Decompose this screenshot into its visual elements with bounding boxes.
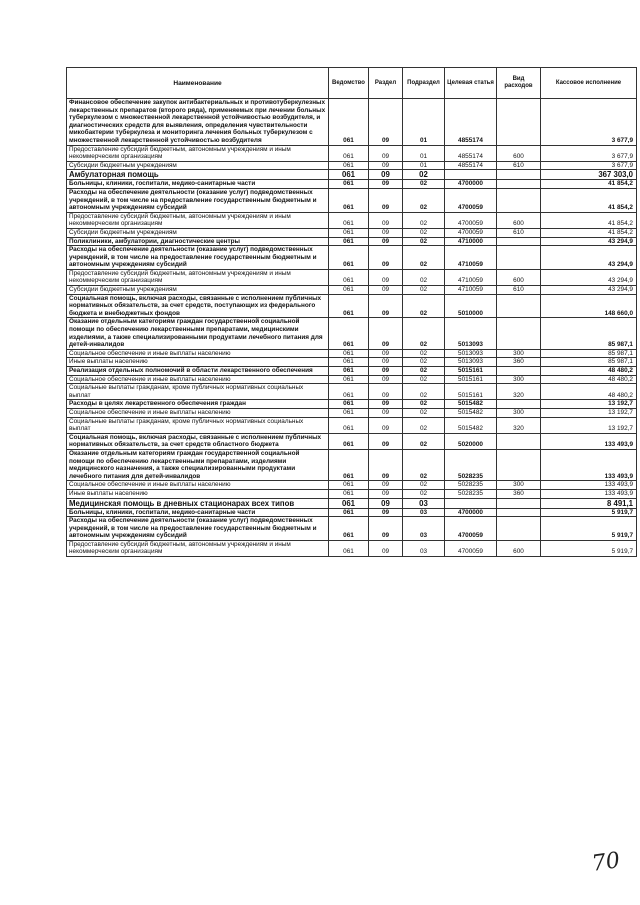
row-target-cell: 4700059 bbox=[445, 212, 497, 228]
table-row bbox=[67, 180, 637, 189]
row-cash-cell: 133 493,9 bbox=[541, 433, 637, 449]
row-ministry-cell: 061 bbox=[329, 170, 369, 180]
row-cash-cell: 48 480,2 bbox=[541, 375, 637, 384]
row-section-cell: 09 bbox=[369, 237, 403, 246]
row-expense-type-cell bbox=[497, 294, 541, 318]
row-expense-type-cell: 610 bbox=[497, 228, 541, 237]
row-section-cell: 09 bbox=[369, 498, 403, 508]
table-row bbox=[67, 433, 637, 449]
row-expense-type-cell: 360 bbox=[497, 358, 541, 367]
row-subsection-cell: 01 bbox=[403, 99, 445, 146]
row-expense-type-cell: 600 bbox=[497, 540, 541, 556]
row-section-cell: 09 bbox=[369, 417, 403, 433]
row-section-cell: 09 bbox=[369, 294, 403, 318]
row-section-cell: 09 bbox=[369, 349, 403, 358]
row-expense-type-cell bbox=[497, 188, 541, 212]
row-cash-cell: 133 493,9 bbox=[541, 489, 637, 498]
row-section-cell: 09 bbox=[369, 400, 403, 409]
row-expense-type-cell bbox=[497, 180, 541, 189]
row-subsection-cell: 02 bbox=[403, 294, 445, 318]
table-row bbox=[67, 489, 637, 498]
handwritten-page-number: 70 bbox=[590, 848, 622, 877]
row-expense-type-cell bbox=[497, 433, 541, 449]
row-ministry-cell: 061 bbox=[329, 384, 369, 400]
row-name-cell: Амбулаторная помощь bbox=[67, 170, 329, 180]
row-name-cell: Расходы в целях лекарственного обеспечения граждан bbox=[67, 400, 329, 409]
row-section-cell: 09 bbox=[369, 384, 403, 400]
row-subsection-cell: 02 bbox=[403, 349, 445, 358]
budget-sheet bbox=[66, 67, 636, 557]
row-subsection-cell: 02 bbox=[403, 286, 445, 295]
row-name-cell: Предоставление субсидий бюджетным, автономным учреждениям и иным некоммерческим организациям bbox=[67, 212, 329, 228]
header-ministry: Ведомство bbox=[329, 68, 369, 99]
row-ministry-cell: 061 bbox=[329, 481, 369, 490]
row-name-cell: Реализация отдельных полномочий в области лекарственного обеспечения bbox=[67, 367, 329, 376]
row-section-cell: 09 bbox=[369, 286, 403, 295]
row-ministry-cell: 061 bbox=[329, 99, 369, 146]
row-section-cell: 09 bbox=[369, 449, 403, 480]
row-name-cell: Оказание отдельным категориям граждан государственной социальной помощи по обеспечению лекарственными препаратами, изделиями медицинского назначения, а также специализированными продуктами лечебного питания для детей-инвалидов bbox=[67, 449, 329, 480]
row-target-cell: 5015161 bbox=[445, 375, 497, 384]
row-name-cell: Финансовое обеспечение закупок антибактериальных и противотуберкулезных лекарственных препаратов (второго ряда), применяемых при лечении больных туберкулезом с множественной лекарственной устойчивостью возбудителя, и диагностических средств для выявления, определения чувствительности микобактерии туберкулеза и мониторинга лечения больных туберкулезом с множественной лекарственной устойчивостью возбудителя bbox=[67, 99, 329, 146]
row-cash-cell: 5 919,7 bbox=[541, 517, 637, 541]
row-name-cell: Социальное обеспечение и иные выплаты населению bbox=[67, 349, 329, 358]
row-cash-cell: 85 987,1 bbox=[541, 349, 637, 358]
row-ministry-cell: 061 bbox=[329, 489, 369, 498]
row-target-cell: 4855174 bbox=[445, 145, 497, 161]
table-row bbox=[67, 481, 637, 490]
row-ministry-cell: 061 bbox=[329, 433, 369, 449]
row-name-cell: Иные выплаты населению bbox=[67, 358, 329, 367]
row-ministry-cell: 061 bbox=[329, 294, 369, 318]
row-section-cell: 09 bbox=[369, 269, 403, 285]
table-row bbox=[67, 188, 637, 212]
row-subsection-cell: 02 bbox=[403, 269, 445, 285]
row-ministry-cell: 061 bbox=[329, 417, 369, 433]
header-subsection: Подраздел bbox=[403, 68, 445, 99]
row-subsection-cell: 02 bbox=[403, 237, 445, 246]
row-target-cell: 4700059 bbox=[445, 228, 497, 237]
row-target-cell: 5028235 bbox=[445, 489, 497, 498]
table-row bbox=[67, 517, 637, 541]
row-expense-type-cell bbox=[497, 498, 541, 508]
row-cash-cell: 48 480,2 bbox=[541, 384, 637, 400]
row-name-cell: Предоставление субсидий бюджетным, автономным учреждениям и иным некоммерческим организациям bbox=[67, 540, 329, 556]
row-target-cell: 5013093 bbox=[445, 349, 497, 358]
row-expense-type-cell: 360 bbox=[497, 489, 541, 498]
row-subsection-cell: 03 bbox=[403, 517, 445, 541]
row-cash-cell: 43 294,9 bbox=[541, 286, 637, 295]
row-name-cell: Больницы, клиники, госпитали, медико-санитарные части bbox=[67, 180, 329, 189]
row-section-cell: 09 bbox=[369, 99, 403, 146]
row-ministry-cell: 061 bbox=[329, 358, 369, 367]
table-body bbox=[67, 99, 637, 557]
row-cash-cell: 43 294,9 bbox=[541, 237, 637, 246]
row-subsection-cell: 03 bbox=[403, 498, 445, 508]
row-section-cell: 09 bbox=[369, 161, 403, 170]
row-name-cell: Социальные выплаты гражданам, кроме публичных нормативных социальных выплат bbox=[67, 384, 329, 400]
row-expense-type-cell: 600 bbox=[497, 212, 541, 228]
table-row bbox=[67, 228, 637, 237]
row-section-cell: 09 bbox=[369, 517, 403, 541]
row-expense-type-cell: 300 bbox=[497, 375, 541, 384]
row-ministry-cell: 061 bbox=[329, 375, 369, 384]
row-cash-cell: 43 294,9 bbox=[541, 269, 637, 285]
header-cash: Кассовое исполнение bbox=[541, 68, 637, 99]
row-cash-cell: 3 677,9 bbox=[541, 145, 637, 161]
row-target-cell: 4710059 bbox=[445, 286, 497, 295]
table-row bbox=[67, 540, 637, 556]
row-target-cell: 4700059 bbox=[445, 540, 497, 556]
row-section-cell: 09 bbox=[369, 180, 403, 189]
row-ministry-cell: 061 bbox=[329, 237, 369, 246]
row-expense-type-cell bbox=[497, 99, 541, 146]
row-cash-cell: 13 192,7 bbox=[541, 408, 637, 417]
table-row bbox=[67, 294, 637, 318]
row-target-cell: 5015161 bbox=[445, 384, 497, 400]
row-ministry-cell: 061 bbox=[329, 318, 369, 349]
header-target: Целевая статья bbox=[445, 68, 497, 99]
row-ministry-cell: 061 bbox=[329, 367, 369, 376]
row-target-cell: 4710000 bbox=[445, 237, 497, 246]
row-subsection-cell: 02 bbox=[403, 449, 445, 480]
row-subsection-cell: 02 bbox=[403, 375, 445, 384]
row-cash-cell: 85 987,1 bbox=[541, 318, 637, 349]
row-section-cell: 09 bbox=[369, 489, 403, 498]
row-cash-cell: 3 677,9 bbox=[541, 161, 637, 170]
row-cash-cell: 3 677,9 bbox=[541, 99, 637, 146]
row-subsection-cell: 01 bbox=[403, 145, 445, 161]
row-ministry-cell: 061 bbox=[329, 508, 369, 517]
row-name-cell: Расходы на обеспечение деятельности (оказание услуг) подведомственных учреждений, в том числе на предоставление государственным бюджетным и автономным учреждениям субсидий bbox=[67, 246, 329, 270]
budget-table bbox=[66, 67, 637, 557]
row-name-cell: Субсидии бюджетным учреждениям bbox=[67, 286, 329, 295]
row-subsection-cell: 03 bbox=[403, 540, 445, 556]
row-ministry-cell: 061 bbox=[329, 246, 369, 270]
row-subsection-cell: 02 bbox=[403, 170, 445, 180]
row-expense-type-cell bbox=[497, 170, 541, 180]
table-row bbox=[67, 400, 637, 409]
row-expense-type-cell bbox=[497, 449, 541, 480]
row-target-cell: 5020000 bbox=[445, 433, 497, 449]
row-expense-type-cell: 320 bbox=[497, 384, 541, 400]
row-subsection-cell: 02 bbox=[403, 489, 445, 498]
row-subsection-cell: 02 bbox=[403, 188, 445, 212]
row-target-cell: 4710059 bbox=[445, 269, 497, 285]
row-ministry-cell: 061 bbox=[329, 349, 369, 358]
table-row bbox=[67, 161, 637, 170]
row-expense-type-cell bbox=[497, 367, 541, 376]
row-subsection-cell: 02 bbox=[403, 433, 445, 449]
row-expense-type-cell bbox=[497, 508, 541, 517]
row-cash-cell: 5 919,7 bbox=[541, 540, 637, 556]
row-ministry-cell: 061 bbox=[329, 145, 369, 161]
table-row bbox=[67, 417, 637, 433]
row-ministry-cell: 061 bbox=[329, 540, 369, 556]
row-ministry-cell: 061 bbox=[329, 408, 369, 417]
header-expense-type: Вид расходов bbox=[497, 68, 541, 99]
header-name: Наименование bbox=[67, 68, 329, 99]
row-section-cell: 09 bbox=[369, 540, 403, 556]
row-target-cell: 4700000 bbox=[445, 180, 497, 189]
row-name-cell: Социальное обеспечение и иные выплаты населению bbox=[67, 408, 329, 417]
table-row bbox=[67, 145, 637, 161]
row-ministry-cell: 061 bbox=[329, 449, 369, 480]
row-target-cell: 5015482 bbox=[445, 400, 497, 409]
row-cash-cell: 41 854,2 bbox=[541, 228, 637, 237]
row-subsection-cell: 02 bbox=[403, 358, 445, 367]
row-section-cell: 09 bbox=[369, 375, 403, 384]
row-ministry-cell: 061 bbox=[329, 286, 369, 295]
table-row bbox=[67, 349, 637, 358]
row-target-cell bbox=[445, 170, 497, 180]
row-section-cell: 09 bbox=[369, 188, 403, 212]
row-expense-type-cell: 300 bbox=[497, 408, 541, 417]
row-cash-cell: 367 303,0 bbox=[541, 170, 637, 180]
table-row bbox=[67, 170, 637, 180]
row-name-cell: Расходы на обеспечение деятельности (оказание услуг) подведомственных учреждений, в том числе на предоставление государственным бюджетным и автономным учреждениям субсидий bbox=[67, 517, 329, 541]
row-expense-type-cell: 300 bbox=[497, 349, 541, 358]
row-target-cell: 5013093 bbox=[445, 318, 497, 349]
row-name-cell: Социальное обеспечение и иные выплаты населению bbox=[67, 481, 329, 490]
table-row bbox=[67, 99, 637, 146]
row-ministry-cell: 061 bbox=[329, 498, 369, 508]
row-subsection-cell: 02 bbox=[403, 400, 445, 409]
row-target-cell: 5028235 bbox=[445, 481, 497, 490]
row-section-cell: 09 bbox=[369, 145, 403, 161]
row-cash-cell: 41 854,2 bbox=[541, 180, 637, 189]
table-row bbox=[67, 358, 637, 367]
row-name-cell: Больницы, клиники, госпитали, медико-санитарные части bbox=[67, 508, 329, 517]
row-expense-type-cell bbox=[497, 246, 541, 270]
row-expense-type-cell: 600 bbox=[497, 269, 541, 285]
row-subsection-cell: 02 bbox=[403, 384, 445, 400]
row-name-cell: Предоставление субсидий бюджетным, автономным учреждениям и иным некоммерческим организациям bbox=[67, 145, 329, 161]
row-name-cell: Предоставление субсидий бюджетным, автономным учреждениям и иным некоммерческим организациям bbox=[67, 269, 329, 285]
row-section-cell: 09 bbox=[369, 367, 403, 376]
row-target-cell: 5015482 bbox=[445, 408, 497, 417]
row-name-cell: Субсидии бюджетным учреждениям bbox=[67, 161, 329, 170]
row-section-cell: 09 bbox=[369, 228, 403, 237]
row-subsection-cell: 02 bbox=[403, 481, 445, 490]
row-section-cell: 09 bbox=[369, 246, 403, 270]
row-expense-type-cell: 320 bbox=[497, 417, 541, 433]
row-cash-cell: 13 192,7 bbox=[541, 400, 637, 409]
table-row bbox=[67, 318, 637, 349]
row-section-cell: 09 bbox=[369, 408, 403, 417]
row-subsection-cell: 02 bbox=[403, 246, 445, 270]
row-name-cell: Поликлиники, амбулатории, диагностические центры bbox=[67, 237, 329, 246]
row-name-cell: Иные выплаты населению bbox=[67, 489, 329, 498]
row-cash-cell: 8 491,1 bbox=[541, 498, 637, 508]
row-cash-cell: 41 854,2 bbox=[541, 188, 637, 212]
row-name-cell: Расходы на обеспечение деятельности (оказание услуг) подведомственных учреждений, в том числе на предоставление государственным бюджетным и автономным учреждениям субсидий bbox=[67, 188, 329, 212]
row-subsection-cell: 01 bbox=[403, 161, 445, 170]
row-ministry-cell: 061 bbox=[329, 212, 369, 228]
row-cash-cell: 13 192,7 bbox=[541, 417, 637, 433]
row-target-cell: 5015161 bbox=[445, 367, 497, 376]
row-expense-type-cell: 610 bbox=[497, 161, 541, 170]
table-row bbox=[67, 375, 637, 384]
row-name-cell: Субсидии бюджетным учреждениям bbox=[67, 228, 329, 237]
row-cash-cell: 48 480,2 bbox=[541, 367, 637, 376]
row-expense-type-cell: 300 bbox=[497, 481, 541, 490]
row-ministry-cell: 061 bbox=[329, 188, 369, 212]
row-cash-cell: 133 493,9 bbox=[541, 481, 637, 490]
table-row bbox=[67, 498, 637, 508]
row-expense-type-cell: 600 bbox=[497, 145, 541, 161]
row-subsection-cell: 02 bbox=[403, 408, 445, 417]
row-cash-cell: 5 919,7 bbox=[541, 508, 637, 517]
table-row bbox=[67, 237, 637, 246]
row-section-cell: 09 bbox=[369, 358, 403, 367]
row-name-cell: Социальная помощь, включая расходы, связанные с исполнением публичных нормативных обязательств, за счет средств, поступающих из федерального бюджета и внебюджетных фондов bbox=[67, 294, 329, 318]
row-ministry-cell: 061 bbox=[329, 400, 369, 409]
row-expense-type-cell bbox=[497, 517, 541, 541]
row-section-cell: 09 bbox=[369, 433, 403, 449]
row-target-cell bbox=[445, 498, 497, 508]
row-target-cell: 4855174 bbox=[445, 99, 497, 146]
row-target-cell: 4700059 bbox=[445, 188, 497, 212]
row-expense-type-cell bbox=[497, 318, 541, 349]
row-cash-cell: 43 294,9 bbox=[541, 246, 637, 270]
table-row bbox=[67, 508, 637, 517]
row-target-cell: 5013093 bbox=[445, 358, 497, 367]
row-cash-cell: 41 854,2 bbox=[541, 212, 637, 228]
row-section-cell: 09 bbox=[369, 481, 403, 490]
row-expense-type-cell bbox=[497, 237, 541, 246]
row-target-cell: 4710059 bbox=[445, 246, 497, 270]
row-subsection-cell: 02 bbox=[403, 417, 445, 433]
row-subsection-cell: 02 bbox=[403, 318, 445, 349]
row-section-cell: 09 bbox=[369, 508, 403, 517]
header-section: Раздел bbox=[369, 68, 403, 99]
table-row bbox=[67, 212, 637, 228]
row-ministry-cell: 061 bbox=[329, 517, 369, 541]
row-name-cell: Социальное обеспечение и иные выплаты населению bbox=[67, 375, 329, 384]
table-header bbox=[67, 68, 637, 99]
row-expense-type-cell bbox=[497, 400, 541, 409]
row-cash-cell: 133 493,9 bbox=[541, 449, 637, 480]
row-ministry-cell: 061 bbox=[329, 228, 369, 237]
row-cash-cell: 148 660,0 bbox=[541, 294, 637, 318]
row-section-cell: 09 bbox=[369, 170, 403, 180]
row-name-cell: Социальная помощь, включая расходы, связанные с исполнением публичных нормативных обязательств, за счет средств областного бюджета bbox=[67, 433, 329, 449]
table-row bbox=[67, 286, 637, 295]
row-target-cell: 4700000 bbox=[445, 508, 497, 517]
row-target-cell: 5010000 bbox=[445, 294, 497, 318]
row-target-cell: 5015482 bbox=[445, 417, 497, 433]
row-expense-type-cell: 610 bbox=[497, 286, 541, 295]
table-row bbox=[67, 408, 637, 417]
table-row bbox=[67, 449, 637, 480]
row-subsection-cell: 02 bbox=[403, 228, 445, 237]
table-row bbox=[67, 246, 637, 270]
row-name-cell: Медицинская помощь в дневных стационарах всех типов bbox=[67, 498, 329, 508]
row-subsection-cell: 02 bbox=[403, 212, 445, 228]
table-row bbox=[67, 269, 637, 285]
row-section-cell: 09 bbox=[369, 318, 403, 349]
row-ministry-cell: 061 bbox=[329, 161, 369, 170]
row-target-cell: 5028235 bbox=[445, 449, 497, 480]
row-target-cell: 4855174 bbox=[445, 161, 497, 170]
row-name-cell: Оказание отдельным категориям граждан государственной социальной помощи по обеспечению лекарственными препаратами, медицинскими изделиями, а также специализированными продуктами лечебного питания для детей-инвалидов bbox=[67, 318, 329, 349]
row-name-cell: Социальные выплаты гражданам, кроме публичных нормативных социальных выплат bbox=[67, 417, 329, 433]
row-target-cell: 4700059 bbox=[445, 517, 497, 541]
table-row bbox=[67, 367, 637, 376]
table-row bbox=[67, 384, 637, 400]
row-ministry-cell: 061 bbox=[329, 269, 369, 285]
row-ministry-cell: 061 bbox=[329, 180, 369, 189]
row-cash-cell: 85 987,1 bbox=[541, 358, 637, 367]
row-section-cell: 09 bbox=[369, 212, 403, 228]
row-subsection-cell: 03 bbox=[403, 508, 445, 517]
row-subsection-cell: 02 bbox=[403, 180, 445, 189]
row-subsection-cell: 02 bbox=[403, 367, 445, 376]
